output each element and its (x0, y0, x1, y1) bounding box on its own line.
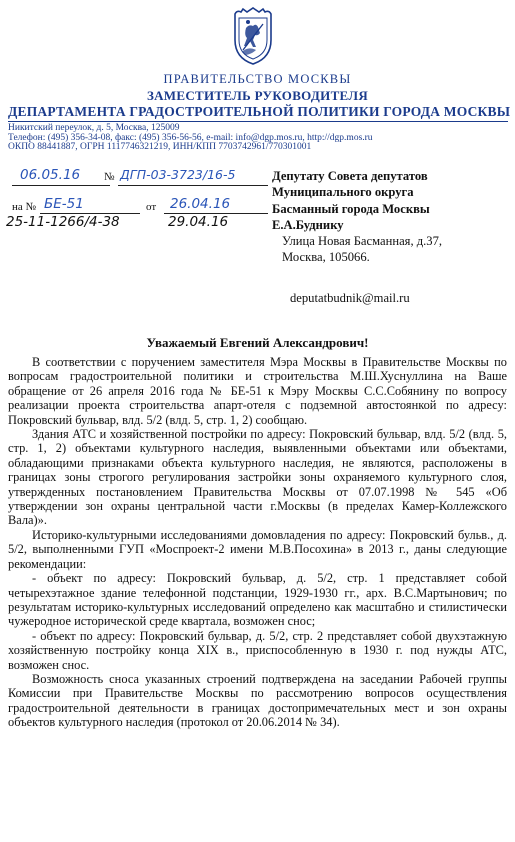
paragraph: Возможность сноса указанных строений подтверждена на заседании Рабочей группы Комиссии при Правительстве Москвы по рассмотрению вопросов осуществления градостроительной деятельности в границах достопримечательных мест и зон охраны объектов культурного наследия (протокол от 20.06.2014 № 34). (8, 671, 507, 730)
letterhead-government: ПРАВИТЕЛЬСТВО МОСКВЫ (163, 72, 352, 86)
paragraph: В соответствии с поручением заместителя Мэра Москвы в Правительстве Москвы по вопросам градостроительной политики и строительства М.Ш.Хуснуллина на Ваше обращение от 26 апреля 2016 года № БЕ-51 к Мэру Москвы С.С.Собянину по вопросу реализации проекта строительства апарт-отеля с подземной автостоянкой по адресу: Покровский бульвар, влд. 5/2 (влд. 5, стр. 1, 2) сообщаю. (8, 355, 507, 427)
incoming-date: 29.04.16 (168, 214, 229, 230)
outgoing-date: 06.05.16 (20, 167, 81, 183)
recipient-line1: Депутату Совета депутатов (272, 169, 428, 183)
paragraph: Историко-культурными исследованиями домовладения по адресу: Покровский бульв., д. 5/2, выполненными ГУП «Моспроект-2 имени М.В.Посохина» в 2013 г., даны следующие рекомендации: (8, 527, 507, 571)
paragraph: Здания АТС и хозяйственной постройки по адресу: Покровский бульвар, влд. 5/2 (влд. 5, стр. 1, 2) объектами культурного наследия, выявленными объектами или объектами, обладающими признаками объекта культурного наследия, не являются, расположены в границах зоны строгого регулирования застройки зоны охраняемого культурного слоя, утвержденных постановлением Правительства Москвы от 07.07.1998 № 545 «Об утверждении зон охраны центральной части г.Москвы (в пределах Камер-Коллежского Вала)». (8, 427, 507, 528)
recipient-line3: Басманный города Москвы (272, 201, 430, 216)
outgoing-number: ДГП-03-3723/16-5 (120, 167, 236, 182)
contacts-phones: Телефон: (495) 356-34-08, факс: (495) 356-56-56, e-mail: info@dgp.mos.ru, http://dgp.mos.ru (8, 132, 373, 143)
recipient-block (272, 168, 442, 266)
recipient-name: Е.А.Буднику (272, 217, 344, 232)
letterhead-deputy: ЗАМЕСТИТЕЛЬ РУКОВОДИТЕЛЯ (146, 88, 369, 103)
contacts-codes: ОКПО 88441887, ОГРН 1117746321219, ИНН/КПП 7703742961/770301001 (8, 142, 312, 153)
greeting: Уважаемый Евгений Александрович! (146, 335, 369, 350)
recipient-email: deputatbudnik@mail.ru (290, 291, 410, 305)
ref-date: 26.04.16 (170, 196, 231, 212)
ref-number: БЕ-51 (44, 196, 84, 212)
moscow-coat-of-arms-icon (229, 6, 277, 66)
recipient-city: Москва, 105066. (282, 250, 370, 265)
paragraph: - объект по адресу: Покровский бульвар, д. 5/2, стр. 1 представляет собой четырехэтажное здание телефонной подстанции, 1929-1930 гг., арх. В.С.Мартынович; по результатам историко-культурных исследований определено как масштабно и стилистически чужеродное исторической среде квартала, возможен снос; (8, 571, 507, 629)
ref-prefix: на № (12, 201, 37, 213)
letterhead-divider (8, 121, 508, 122)
ref-from: от (146, 201, 157, 213)
outgoing-date-line (12, 185, 110, 186)
letterhead-contacts (8, 124, 373, 153)
recipient-line2: Муниципального округа (272, 185, 414, 200)
letter-body (8, 355, 507, 730)
incoming-number: 25-11-1266/4-38 (6, 214, 120, 230)
recipient-street: Улица Новая Басманная, д.37, (282, 234, 443, 249)
paragraph: - объект по адресу: Покровский бульвар, д. 5/2, стр. 2 представляет собой двухэтажную хозяйственную постройку конца XIX в., приспособленную в 1930 г. под нужды АТС, возможен снос. (8, 628, 507, 672)
letterhead-department: ДЕПАРТАМЕНТА ГРАДОСТРОИТЕЛЬНОЙ ПОЛИТИКИ ГОРОДА МОСКВЫ (8, 104, 511, 119)
contacts-address: Никитский переулок, д. 5, Москва, 125009 (8, 123, 180, 133)
outgoing-number-line (118, 185, 268, 186)
number-sign: № (104, 171, 115, 183)
